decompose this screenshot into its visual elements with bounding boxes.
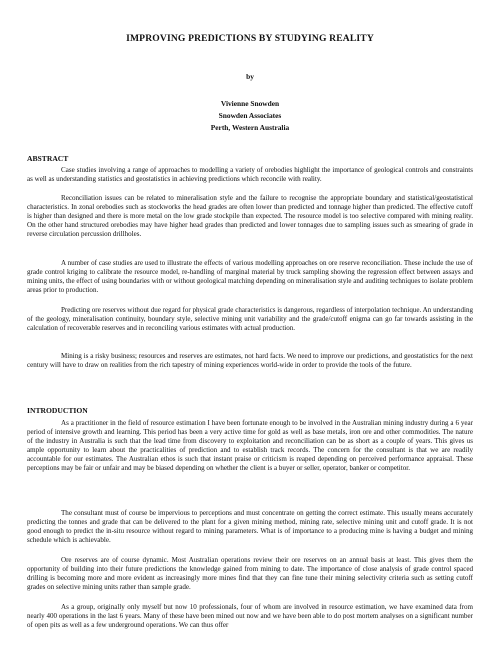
introduction-heading: INTRODUCTION <box>27 406 88 415</box>
author-location: Perth, Western Australia <box>210 123 290 132</box>
introduction-paragraph: As a group, originally only myself but now 10 professionals, four of whom are involved in resource estimation, we have examined data from nearly 400 operations in the last 6 years. Many of these have been mined out now and we have been able to do post mortem analyses on a significant number of open pits as well as a few underground operations. We can thus offer <box>27 603 473 630</box>
abstract-paragraph: Reconciliation issues can be related to mineralisation style and the failure to recognise the appropriate boundary and statistical/geostatistical characteristics. In zonal orebodies such as stockworks the head grades are often lower than predicted and tonnage higher than predicted. The effective cutoff is higher than designed and there is more metal on the low grade stockpile than expected. The resource model is too selective compared with mining reality. On the other hand structured orebodies may have higher head grades than predicted and lower tonnages due to sampling issues such as smearing of grade in reverse circulation percussion drillholes. <box>27 194 473 239</box>
abstract-paragraph: Mining is a risky business; resources and reserves are estimates, not hard facts. We need to improve our predictions, and geostatistics for the next century will have to draw on realities from the rich tapestry of mining experiences world-wide in order to provide the tools of the future. <box>27 352 473 370</box>
byline: by <box>246 72 254 81</box>
abstract-paragraph: Predicting ore reserves without due regard for physical grade characteristics is dangerous, regardless of interpolation technique. An understanding of the geology, mineralisation continuity, boundary style, selective mining unit variability and the grade/cutoff enigma can go far towards assisting in the calculation of recoverable reserves and in reconciling various estimates with actual production. <box>27 306 473 333</box>
abstract-paragraph: A number of case studies are used to illustrate the effects of various modelling approaches on ore reserve reconciliation. These include the use of grade control kriging to calibrate the resource model, re-handling of marginal material by truck sampling showing the regression effect between assays and mining units, the effect of using boundaries with or without geological matching depending on mineralisation style and auditing techniques to isolate problem areas prior to production. <box>27 259 473 295</box>
author-name: Vivienne Snowden <box>220 99 280 108</box>
paper-title: IMPROVING PREDICTIONS BY STUDYING REALITY <box>126 33 374 44</box>
introduction-paragraph: As a practitioner in the field of resource estimation I have been fortunate enough to be involved in the Australian mining industry during a 6 year period of intensive growth and learning. This period has been a very active time for gold as well as base metals, iron ore and other commodities. The nature of the industry in Australia is such that the lead time from discovery to exploitation and reconciliation can be as short as a couple of years. This gives us ample opportunity to learn about the practicalities of prediction and to establish track records. The concern for the consultant is that we are readily accountable for our estimates. The Australian ethos is such that instant praise or criticism is reaped depending on perceived performance appraisal. These perceptions may be fair or unfair and may be biased depending on whether the client is a buyer or seller, operator, banker or competitor. <box>27 419 473 473</box>
abstract-heading: ABSTRACT <box>27 154 69 163</box>
introduction-paragraph: Ore reserves are of course dynamic. Most Australian operations review their ore reserves on an annual basis at least. This gives them the opportunity of building into their future predictions the knowledge gained from mining to date. The importance of close analysis of grade control spaced drilling is becoming more and more evident as increasingly more mines find that they can fine tune their mining selectivity criteria such as setting cutoff grades on selective mining units rather than sample grade. <box>27 556 473 592</box>
abstract-paragraph: Case studies involving a range of approaches to modelling a variety of orebodies highlight the importance of geological controls and constraints as well as understanding statistics and geostatistics in achieving predictions which reconcile with reality. <box>27 166 473 184</box>
author-organization: Snowden Associates <box>218 111 282 120</box>
introduction-paragraph: The consultant must of course be impervious to perceptions and must concentrate on getting the correct estimate. This usually means accurately predicting the tonnes and grade that can be delivered to the plant for a given mining method, mining rate, selective mining unit and cutoff grade. It is not good enough to predict the in-situ resource without regard to mining parameters. What is of importance to a producing mine is having a budget and mining schedule which is achievable. <box>27 509 473 545</box>
